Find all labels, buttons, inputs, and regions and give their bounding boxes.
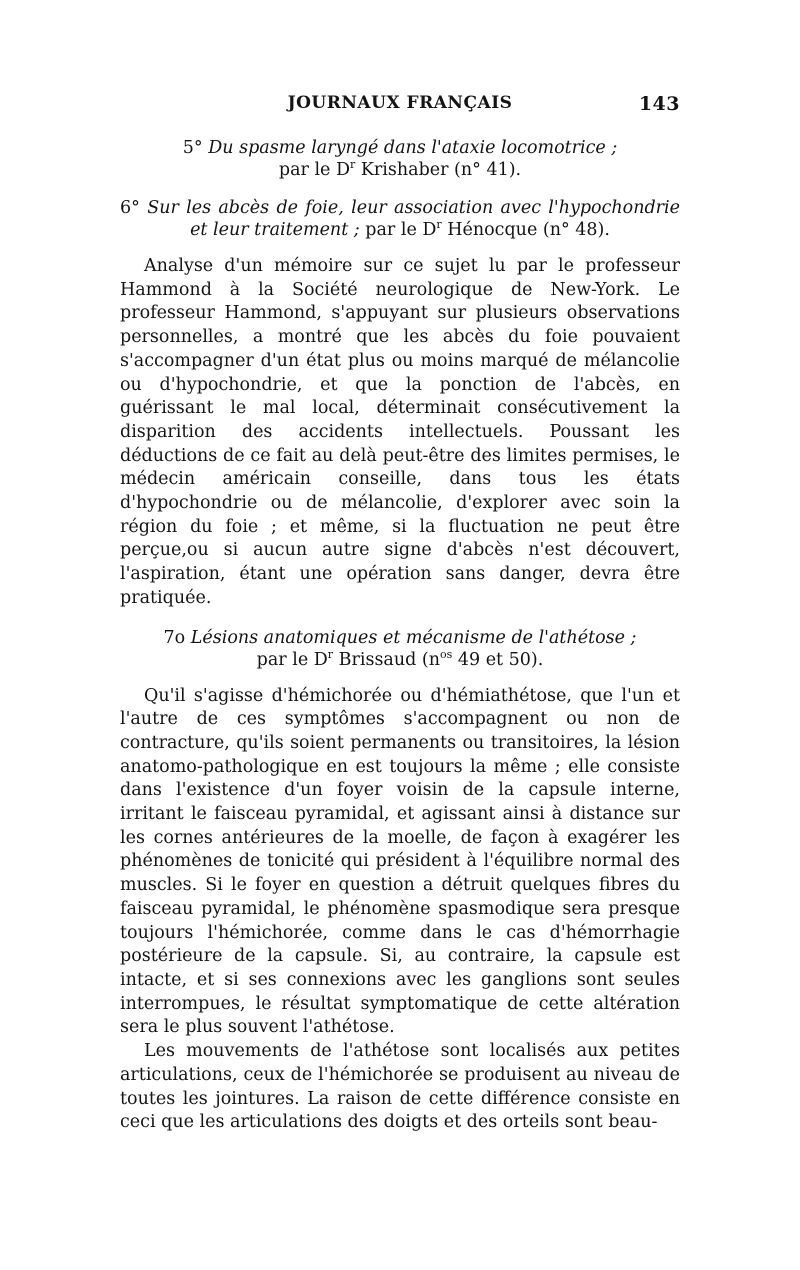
entry-7-body [120,685,680,1135]
entry-author-prefix: par le D [256,649,328,670]
entry-6-heading [120,197,680,241]
entry-author-name: Krishaber (n° 41). [360,160,522,180]
entry-author-sup: r [436,218,442,232]
entry-title: Du spasme laryngé dans l'ataxie locomotrice ; [208,138,618,158]
page-number: 143 [638,93,680,115]
entry-number: 5° [182,138,203,158]
book-page [120,93,680,1135]
paragraph-hammond: Analyse d'un mémoire sur ce sujet lu par le professeur Hammond à la Société neurologique de New-York. Le professeur Hammond, s'appuyant sur plusieurs observations personnelles, a montré que les abcès du foie pouvaient s'accompagner d'un état plus ou moins marqué de mélancolie ou d'hypochondrie, et que la ponction de l'abcès, en guérissant le mal local, déterminait consécutivement la disparition des accidents intellectuels. Poussant les déductions de ce fait au delà peut-être des limites permises, le médecin américain conseille, dans tous les états d'hypochondrie ou de mélancolie, d'explorer avec soin la région du foie ; et même, si la fluctuation ne peut être perçue,ou si aucun autre signe d'abcès n'est découvert, l'aspiration, étant une opération sans danger, devra être pratiquée. [120,256,680,608]
running-title: JOURNAUX FRANÇAIS [287,93,513,113]
entry-title-line2: et leur traitement ; [190,220,360,240]
entry-number: 6° [120,198,140,218]
entry-author-name: Brissaud (n [338,649,440,670]
entry-author-sup: r [350,158,356,172]
entry-number: 7o [163,627,186,648]
entry-author-sup2: os [440,647,453,661]
entry-author-prefix: par le D [365,220,437,240]
entry-7-heading [120,627,680,671]
entry-title: Lésions anatomiques et mécanisme de l'athétose ; [190,627,637,648]
running-header [120,93,680,121]
entry-author-sup: r [327,647,334,661]
entry-author-name: Hénocque (n° 48). [447,220,610,240]
entry-title-line1: Sur les abcès de foie, leur association avec l'hypochondrie [147,198,680,218]
entry-author-prefix: par le D [278,160,350,180]
entry-5-heading [120,137,680,181]
entry-6-body [120,255,680,611]
entry-author-tail: 49 et 50). [457,649,544,670]
paragraph-hemichoree: Qu'il s'agisse d'hémichorée ou d'hémiathétose, que l'un et l'autre de ces symptômes s'accompagnent ou non de contracture, qu'ils soient permanents ou transitoires, la lésion anatomo-pathologique en est toujours la même ; elle consiste dans l'existence d'un foyer voisin de la capsule interne, irritant le faisceau pyramidal, et agissant ainsi à distance sur les cornes antérieures de la moelle, de façon à exagérer les phénomènes de tonicité qui président à l'équilibre normal des muscles. Si le foyer en question a détruit quelques fibres du faisceau pyramidal, le phénomène spasmodique sera presque toujours l'hémichorée, comme dans le cas d'hémorrhagie postérieure de la capsule. Si, au contraire, la capsule est intacte, et si ses connexions avec les ganglions sont seules interrompues, le résultat symptomatique de cette altération sera le plus souvent l'athétose. [120,685,680,1038]
paragraph-athetose: Les mouvements de l'athétose sont localisés aux petites articulations, ceux de l'hémichorée se produisent au niveau de toutes les jointures. La raison de cette différence consiste en ceci que les articulations des doigts et des orteils sont beau- [120,1041,680,1133]
